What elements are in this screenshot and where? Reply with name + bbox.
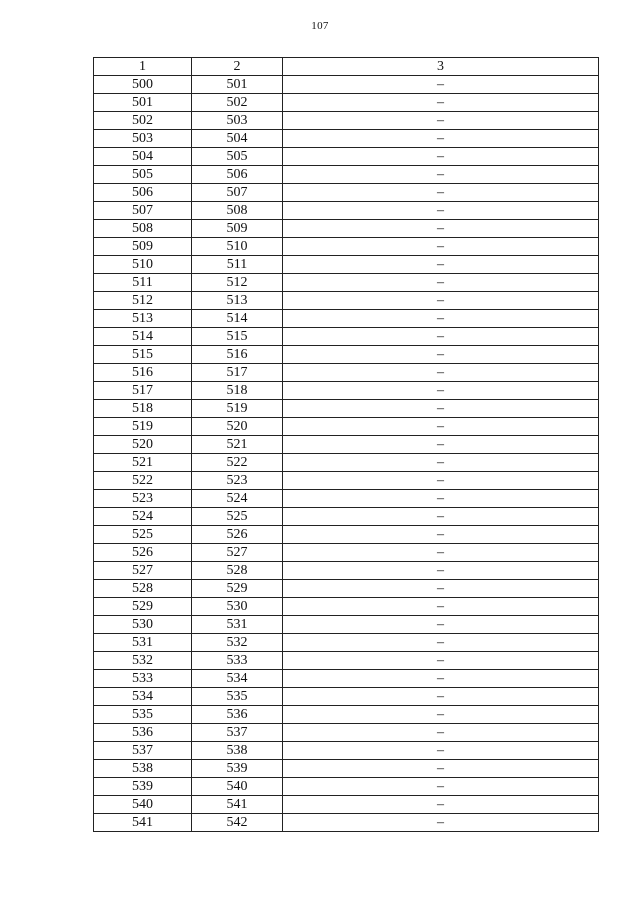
table-cell-col-3: – — [283, 112, 599, 130]
table-row — [94, 166, 599, 184]
table-cell-col-2: 519 — [192, 400, 283, 418]
table-cell-col-1: 522 — [94, 472, 192, 490]
table-cell-col-1: 519 — [94, 418, 192, 436]
table-cell-col-2: 507 — [192, 184, 283, 202]
table-row — [94, 202, 599, 220]
table-row — [94, 688, 599, 706]
table-row — [94, 490, 599, 508]
table-cell-col-3: – — [283, 778, 599, 796]
table-cell-col-2: 535 — [192, 688, 283, 706]
table-row — [94, 778, 599, 796]
table-row — [94, 256, 599, 274]
table-row — [94, 616, 599, 634]
table-row — [94, 562, 599, 580]
table-cell-col-1: 523 — [94, 490, 192, 508]
table-row — [94, 508, 599, 526]
table-cell-col-2: 504 — [192, 130, 283, 148]
table-cell-col-3: – — [283, 490, 599, 508]
table-cell-col-2: 540 — [192, 778, 283, 796]
table-cell-col-2: 539 — [192, 760, 283, 778]
table-cell-col-3: – — [283, 652, 599, 670]
table-cell-col-1: 505 — [94, 166, 192, 184]
table-cell-col-3: – — [283, 472, 599, 490]
table-cell-col-1: 513 — [94, 310, 192, 328]
table-row — [94, 238, 599, 256]
table-cell-col-3: – — [283, 256, 599, 274]
table-row — [94, 544, 599, 562]
table-cell-col-2: 533 — [192, 652, 283, 670]
header-row — [94, 58, 599, 76]
table-cell-col-3: – — [283, 328, 599, 346]
table-row — [94, 436, 599, 454]
table-cell-col-1: 524 — [94, 508, 192, 526]
table-cell-col-2: 508 — [192, 202, 283, 220]
table-cell-col-3: – — [283, 688, 599, 706]
table-cell-col-3: – — [283, 634, 599, 652]
table-row — [94, 670, 599, 688]
table-cell-col-2: 526 — [192, 526, 283, 544]
table-cell-col-3: – — [283, 670, 599, 688]
table-cell-col-1: 511 — [94, 274, 192, 292]
table-cell-col-1: 529 — [94, 598, 192, 616]
table-row — [94, 130, 599, 148]
table-cell-col-2: 536 — [192, 706, 283, 724]
table-cell-col-1: 504 — [94, 148, 192, 166]
table-cell-col-3: – — [283, 310, 599, 328]
column-header-1: 1 — [94, 58, 192, 76]
table-cell-col-2: 502 — [192, 94, 283, 112]
table-cell-col-1: 538 — [94, 760, 192, 778]
table-cell-col-3: – — [283, 238, 599, 256]
table-cell-col-2: 529 — [192, 580, 283, 598]
table-cell-col-2: 506 — [192, 166, 283, 184]
table-cell-col-3: – — [283, 184, 599, 202]
table-cell-col-2: 511 — [192, 256, 283, 274]
table-row — [94, 184, 599, 202]
table-cell-col-3: – — [283, 454, 599, 472]
table-row — [94, 112, 599, 130]
table-cell-col-3: – — [283, 346, 599, 364]
table-cell-col-1: 506 — [94, 184, 192, 202]
table-cell-col-1: 531 — [94, 634, 192, 652]
table-row — [94, 454, 599, 472]
table-cell-col-2: 503 — [192, 112, 283, 130]
table-cell-col-1: 516 — [94, 364, 192, 382]
table-cell-col-1: 526 — [94, 544, 192, 562]
table-cell-col-3: – — [283, 148, 599, 166]
table-row — [94, 220, 599, 238]
table-cell-col-2: 527 — [192, 544, 283, 562]
table-cell-col-2: 512 — [192, 274, 283, 292]
table-cell-col-3: – — [283, 562, 599, 580]
table-row — [94, 382, 599, 400]
table-cell-col-3: – — [283, 130, 599, 148]
table-cell-col-3: – — [283, 382, 599, 400]
table-cell-col-1: 508 — [94, 220, 192, 238]
table-row — [94, 760, 599, 778]
table-row — [94, 724, 599, 742]
table-row — [94, 814, 599, 832]
table-cell-col-2: 516 — [192, 346, 283, 364]
table-cell-col-1: 528 — [94, 580, 192, 598]
table-cell-col-3: – — [283, 364, 599, 382]
table-cell-col-3: – — [283, 508, 599, 526]
table-row — [94, 796, 599, 814]
table-cell-col-2: 521 — [192, 436, 283, 454]
table-cell-col-3: – — [283, 166, 599, 184]
table-cell-col-1: 515 — [94, 346, 192, 364]
table-cell-col-3: – — [283, 760, 599, 778]
table-cell-col-2: 513 — [192, 292, 283, 310]
table-cell-col-2: 541 — [192, 796, 283, 814]
table-cell-col-3: – — [283, 94, 599, 112]
table-cell-col-3: – — [283, 598, 599, 616]
table-cell-col-1: 510 — [94, 256, 192, 274]
table-body — [94, 76, 599, 832]
table-cell-col-1: 520 — [94, 436, 192, 454]
table-cell-col-1: 530 — [94, 616, 192, 634]
table-cell-col-3: – — [283, 616, 599, 634]
table-cell-col-1: 517 — [94, 382, 192, 400]
table-cell-col-1: 536 — [94, 724, 192, 742]
table-cell-col-3: – — [283, 706, 599, 724]
table-cell-col-2: 525 — [192, 508, 283, 526]
table-cell-col-1: 521 — [94, 454, 192, 472]
table-cell-col-3: – — [283, 292, 599, 310]
table-cell-col-1: 500 — [94, 76, 192, 94]
table-row — [94, 418, 599, 436]
table-cell-col-1: 539 — [94, 778, 192, 796]
table-cell-col-2: 528 — [192, 562, 283, 580]
table-cell-col-3: – — [283, 796, 599, 814]
table-row — [94, 310, 599, 328]
table-row — [94, 580, 599, 598]
table-row — [94, 328, 599, 346]
data-table — [93, 57, 599, 832]
table-cell-col-1: 532 — [94, 652, 192, 670]
table-cell-col-2: 542 — [192, 814, 283, 832]
table-cell-col-2: 532 — [192, 634, 283, 652]
table-cell-col-3: – — [283, 418, 599, 436]
table-cell-col-2: 515 — [192, 328, 283, 346]
table-row — [94, 364, 599, 382]
table-cell-col-2: 522 — [192, 454, 283, 472]
table-cell-col-1: 512 — [94, 292, 192, 310]
table-row — [94, 274, 599, 292]
table-cell-col-2: 510 — [192, 238, 283, 256]
table-row — [94, 706, 599, 724]
table-cell-col-3: – — [283, 742, 599, 760]
column-header-3: 3 — [283, 58, 599, 76]
table-cell-col-2: 531 — [192, 616, 283, 634]
table-cell-col-2: 517 — [192, 364, 283, 382]
table-cell-col-1: 501 — [94, 94, 192, 112]
table-cell-col-1: 533 — [94, 670, 192, 688]
table-cell-col-1: 541 — [94, 814, 192, 832]
table-cell-col-1: 537 — [94, 742, 192, 760]
table-row — [94, 598, 599, 616]
table-cell-col-3: – — [283, 400, 599, 418]
table-cell-col-1: 502 — [94, 112, 192, 130]
table-cell-col-3: – — [283, 274, 599, 292]
table-cell-col-2: 523 — [192, 472, 283, 490]
table-row — [94, 472, 599, 490]
table-row — [94, 292, 599, 310]
table-row — [94, 94, 599, 112]
table-cell-col-1: 507 — [94, 202, 192, 220]
table-cell-col-2: 514 — [192, 310, 283, 328]
table-cell-col-3: – — [283, 76, 599, 94]
table-cell-col-1: 527 — [94, 562, 192, 580]
table-cell-col-3: – — [283, 814, 599, 832]
table-cell-col-2: 509 — [192, 220, 283, 238]
table-cell-col-2: 537 — [192, 724, 283, 742]
table-row — [94, 400, 599, 418]
table-cell-col-2: 505 — [192, 148, 283, 166]
table-cell-col-2: 530 — [192, 598, 283, 616]
table-cell-col-1: 525 — [94, 526, 192, 544]
table-row — [94, 526, 599, 544]
table-cell-col-3: – — [283, 526, 599, 544]
table-cell-col-1: 534 — [94, 688, 192, 706]
table-cell-col-2: 501 — [192, 76, 283, 94]
table-cell-col-3: – — [283, 580, 599, 598]
table-cell-col-3: – — [283, 544, 599, 562]
table-row — [94, 346, 599, 364]
table-row — [94, 148, 599, 166]
table-cell-col-1: 509 — [94, 238, 192, 256]
page-number: 107 — [311, 20, 329, 32]
table-cell-col-2: 538 — [192, 742, 283, 760]
table-cell-col-1: 514 — [94, 328, 192, 346]
table-cell-col-2: 534 — [192, 670, 283, 688]
table-row — [94, 76, 599, 94]
table-cell-col-3: – — [283, 724, 599, 742]
table-cell-col-1: 518 — [94, 400, 192, 418]
table-cell-col-2: 520 — [192, 418, 283, 436]
table-row — [94, 634, 599, 652]
table-row — [94, 652, 599, 670]
table-cell-col-1: 540 — [94, 796, 192, 814]
table-cell-col-3: – — [283, 220, 599, 238]
table-row — [94, 742, 599, 760]
table-cell-col-3: – — [283, 436, 599, 454]
table-cell-col-3: – — [283, 202, 599, 220]
table-cell-col-2: 524 — [192, 490, 283, 508]
table-cell-col-2: 518 — [192, 382, 283, 400]
table-cell-col-1: 503 — [94, 130, 192, 148]
table-cell-col-1: 535 — [94, 706, 192, 724]
column-header-2: 2 — [192, 58, 283, 76]
